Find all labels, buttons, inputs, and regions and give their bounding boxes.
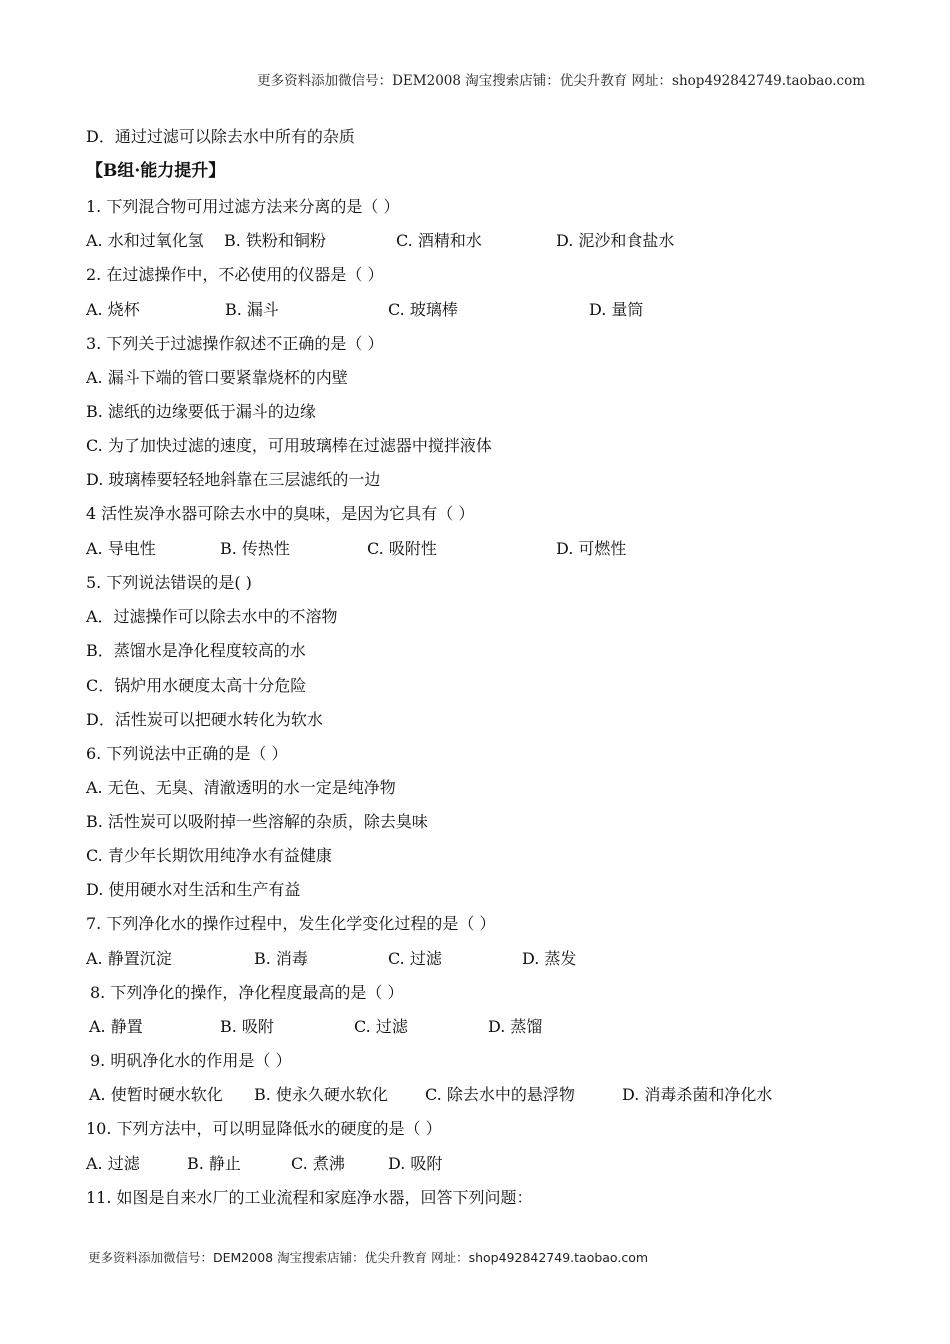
q4-option-a: A. 导电性 — [86, 539, 156, 558]
section-title: 【B组·能力提升】 — [86, 161, 226, 181]
q6-option-c: C. 青少年长期饮用纯净水有益健康 — [86, 846, 332, 865]
question-7: 7. 下列净化水的操作过程中，发生化学变化过程的是（ ） — [86, 914, 496, 933]
page-footer: 更多资料添加微信号：DEM2008 淘宝搜索店铺：优尖升教育 网址：shop492842749.taobao.com — [88, 1250, 649, 1265]
q7-option-c: C. 过滤 — [388, 949, 442, 968]
q6-option-a: A. 无色、无臭、清澈透明的水一定是纯净物 — [86, 778, 396, 797]
q9-option-d: D. 消毒杀菌和净化水 — [622, 1085, 773, 1104]
previous-option-d: D．通过过滤可以除去水中所有的杂质 — [86, 127, 355, 146]
q7-option-d: D. 蒸发 — [522, 949, 577, 968]
question-10: 10. 下列方法中，可以明显降低水的硬度的是（ ） — [86, 1119, 442, 1138]
q2-option-c: C. 玻璃棒 — [388, 300, 458, 319]
question-2: 2. 在过滤操作中，不必使用的仪器是（ ） — [86, 265, 384, 284]
q1-option-d: D. 泥沙和食盐水 — [556, 231, 675, 250]
q8-option-c: C. 过滤 — [354, 1017, 408, 1036]
q7-option-b: B. 消毒 — [254, 949, 308, 968]
question-3: 3. 下列关于过滤操作叙述不正确的是（ ） — [86, 334, 384, 353]
q5-option-a: A．过滤操作可以除去水中的不溶物 — [86, 607, 338, 626]
question-11: 11. 如图是自来水厂的工业流程和家庭净水器，回答下列问题： — [86, 1188, 533, 1207]
q4-option-d: D. 可燃性 — [556, 539, 627, 558]
question-4: 4 活性炭净水器可除去水中的臭味，是因为它具有（ ） — [86, 504, 475, 523]
q5-option-c: C．锅炉用水硬度太高十分危险 — [86, 676, 307, 695]
q3-option-b: B. 滤纸的边缘要低于漏斗的边缘 — [86, 402, 316, 421]
q8-option-a: A. 静置 — [89, 1017, 143, 1036]
q5-option-d: D．活性炭可以把硬水转化为软水 — [86, 710, 323, 729]
q10-option-b: B. 静止 — [187, 1154, 241, 1173]
q4-option-b: B. 传热性 — [220, 539, 290, 558]
q3-option-d: D. 玻璃棒要轻轻地斜靠在三层滤纸的一边 — [86, 470, 381, 489]
question-1: 1. 下列混合物可用过滤方法来分离的是（ ） — [86, 197, 400, 216]
q10-option-c: C. 煮沸 — [291, 1154, 345, 1173]
q9-option-b: B. 使永久硬水软化 — [254, 1085, 388, 1104]
q6-option-b: B. 活性炭可以吸附掉一些溶解的杂质，除去臭味 — [86, 812, 428, 831]
q6-option-d: D. 使用硬水对生活和生产有益 — [86, 880, 301, 899]
page-header: 更多资料添加微信号：DEM2008 淘宝搜索店铺：优尖升教育 网址：shop492842749.taobao.com — [257, 73, 865, 89]
q2-option-d: D. 量筒 — [589, 300, 644, 319]
q5-option-b: B．蒸馏水是净化程度较高的水 — [86, 641, 306, 660]
q8-option-b: B. 吸附 — [220, 1017, 274, 1036]
q9-option-a: A. 使暂时硬水软化 — [89, 1085, 223, 1104]
q10-option-a: A. 过滤 — [86, 1154, 140, 1173]
q10-option-d: D. 吸附 — [388, 1154, 443, 1173]
q3-option-a: A. 漏斗下端的管口要紧靠烧杯的内壁 — [86, 368, 348, 387]
question-8: 8. 下列净化的操作，净化程度最高的是（ ） — [90, 983, 404, 1002]
question-5: 5. 下列说法错误的是( ) — [86, 573, 252, 592]
q3-option-c: C. 为了加快过滤的速度，可用玻璃棒在过滤器中搅拌液体 — [86, 436, 492, 455]
q1-option-a: A. 水和过氧化氢 — [86, 231, 204, 250]
q9-option-c: C. 除去水中的悬浮物 — [425, 1085, 575, 1104]
q2-option-a: A. 烧杯 — [86, 300, 140, 319]
q1-option-b: B. 铁粉和铜粉 — [224, 231, 326, 250]
q2-option-b: B. 漏斗 — [225, 300, 279, 319]
q8-option-d: D. 蒸馏 — [488, 1017, 543, 1036]
q1-option-c: C. 酒精和水 — [396, 231, 482, 250]
q4-option-c: C. 吸附性 — [367, 539, 437, 558]
q7-option-a: A. 静置沉淀 — [86, 949, 172, 968]
question-6: 6. 下列说法中正确的是（ ） — [86, 744, 288, 763]
question-9: 9. 明矾净化水的作用是（ ） — [90, 1051, 292, 1070]
